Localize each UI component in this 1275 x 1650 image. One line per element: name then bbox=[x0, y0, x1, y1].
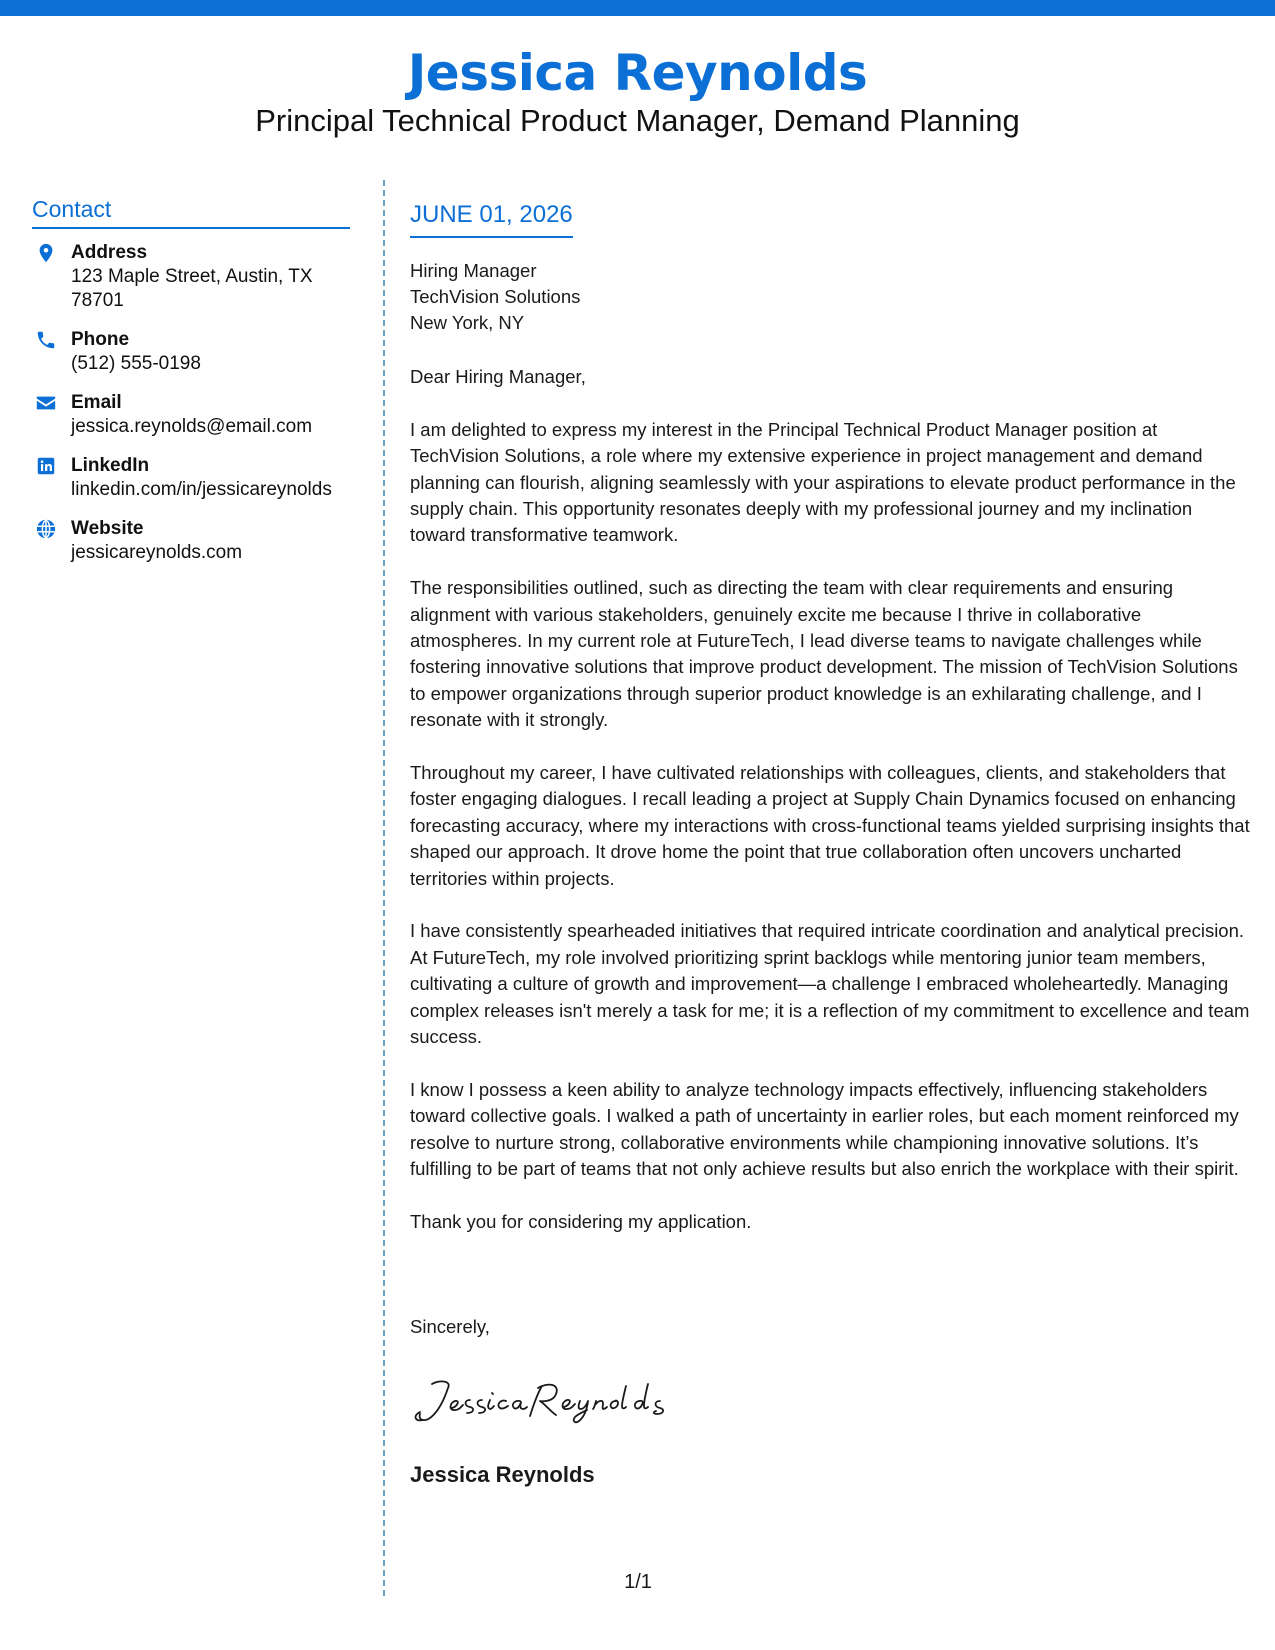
contact-item-linkedin bbox=[32, 453, 362, 516]
top-accent-bar bbox=[0, 0, 1275, 16]
recipient-line: TechVision Solutions bbox=[410, 286, 581, 307]
address-line-1: 123 Maple Street, Austin, TX bbox=[71, 266, 313, 287]
body-paragraph: Throughout my career, I have cultivated relationships with colleagues, clients, and stakeholders that foster engaging dialogues. I recall leading a project at Supply Chain Dynamics focused on enhancing forecasting accuracy, where my interactions with cross-functional teams yielded surprising insights that shaped our approach. It drove home the point that true collaboration often uncovers uncharted territories within projects. bbox=[410, 762, 1250, 889]
address-line-2: 78701 bbox=[71, 290, 124, 311]
website-value[interactable]: jessicareynolds.com bbox=[71, 542, 243, 563]
body-paragraph: I have consistently spearheaded initiatives that required intricate coordination and analytical precision. At FutureTech, my role involved prioritizing sprint backlogs while mentoring junior team members, cultivating a culture of growth and improvement—a challenge I embraced wholeheartedly. Managing complex releases isn't merely a task for me; it is a reflection of my commitment to excellence and team success. bbox=[410, 920, 1250, 1048]
page-number: 1/1 bbox=[624, 1571, 652, 1593]
handwritten-signature bbox=[408, 1370, 678, 1430]
email-value[interactable]: jessica.reynolds@email.com bbox=[71, 416, 313, 437]
contact-item-website bbox=[32, 516, 362, 565]
globe-icon bbox=[35, 518, 57, 540]
applicant-name: Jessica Reynolds bbox=[407, 44, 868, 102]
contact-label: Address bbox=[71, 242, 148, 263]
contact-item-phone bbox=[32, 327, 362, 390]
contact-label: LinkedIn bbox=[71, 455, 150, 476]
letter-date: JUNE 01, 2026 bbox=[410, 199, 573, 238]
linkedin-value[interactable]: linkedin.com/in/jessicareynolds bbox=[71, 479, 332, 500]
body-paragraph: I am delighted to express my interest in the Principal Technical Product Manager position at TechVision Solutions, a role where my extensive experience in project management and demand planning can flourish, aligning seamlessly with your aspirations to elevate product performance in the supply chain. This opportunity resonates deeply with my professional journey and my inclination toward transformative teamwork. bbox=[410, 418, 1236, 546]
recipient-line: New York, NY bbox=[410, 312, 525, 333]
recipient-block bbox=[410, 258, 1250, 336]
contact-label: Website bbox=[71, 518, 144, 539]
signer-name: Jessica Reynolds bbox=[410, 1462, 595, 1487]
body-paragraph: Thank you for considering my application. bbox=[410, 1210, 752, 1232]
salutation: Dear Hiring Manager, bbox=[410, 366, 586, 387]
linkedin-icon bbox=[35, 455, 57, 477]
body-paragraph: I know I possess a keen ability to analyze technology impacts effectively, influencing stakeholders toward collective goals. I walked a path of uncertainty in earlier roles, but each moment reinforced my resolve to nurture strong, collaborative environments while championing innovative solutions. It’s fulfilling to be part of teams that not only achieve results but also enrich the workplace with their spirit. bbox=[410, 1078, 1239, 1180]
contact-item-address bbox=[32, 240, 362, 327]
contact-label: Phone bbox=[71, 329, 130, 350]
contact-item-email bbox=[32, 390, 362, 453]
envelope-icon bbox=[35, 392, 57, 414]
recipient-line: Hiring Manager bbox=[410, 260, 537, 281]
phone-value: (512) 555-0198 bbox=[71, 353, 201, 374]
closing: Sincerely, bbox=[410, 1316, 490, 1337]
phone-icon bbox=[35, 329, 57, 351]
contact-list bbox=[32, 240, 362, 565]
contact-label: Email bbox=[71, 392, 122, 413]
letter-body bbox=[410, 364, 1250, 1262]
map-pin-icon bbox=[35, 242, 57, 264]
job-title: Principal Technical Product Manager, Demand Planning bbox=[255, 103, 1020, 138]
body-paragraph: The responsibilities outlined, such as directing the team with clear requirements and ensuring alignment with various stakeholders, genuinely excite me because I thrive in collaborative atmospheres. In my current role at FutureTech, I lead diverse teams to navigate challenges while fostering innovative solutions that improve product development. The mission of TechVision Solutions to empower organizations through superior product knowledge is an exhilarating challenge, and I resonate with it strongly. bbox=[410, 577, 1238, 731]
contact-heading: Contact bbox=[32, 194, 350, 229]
column-divider bbox=[383, 180, 385, 1596]
